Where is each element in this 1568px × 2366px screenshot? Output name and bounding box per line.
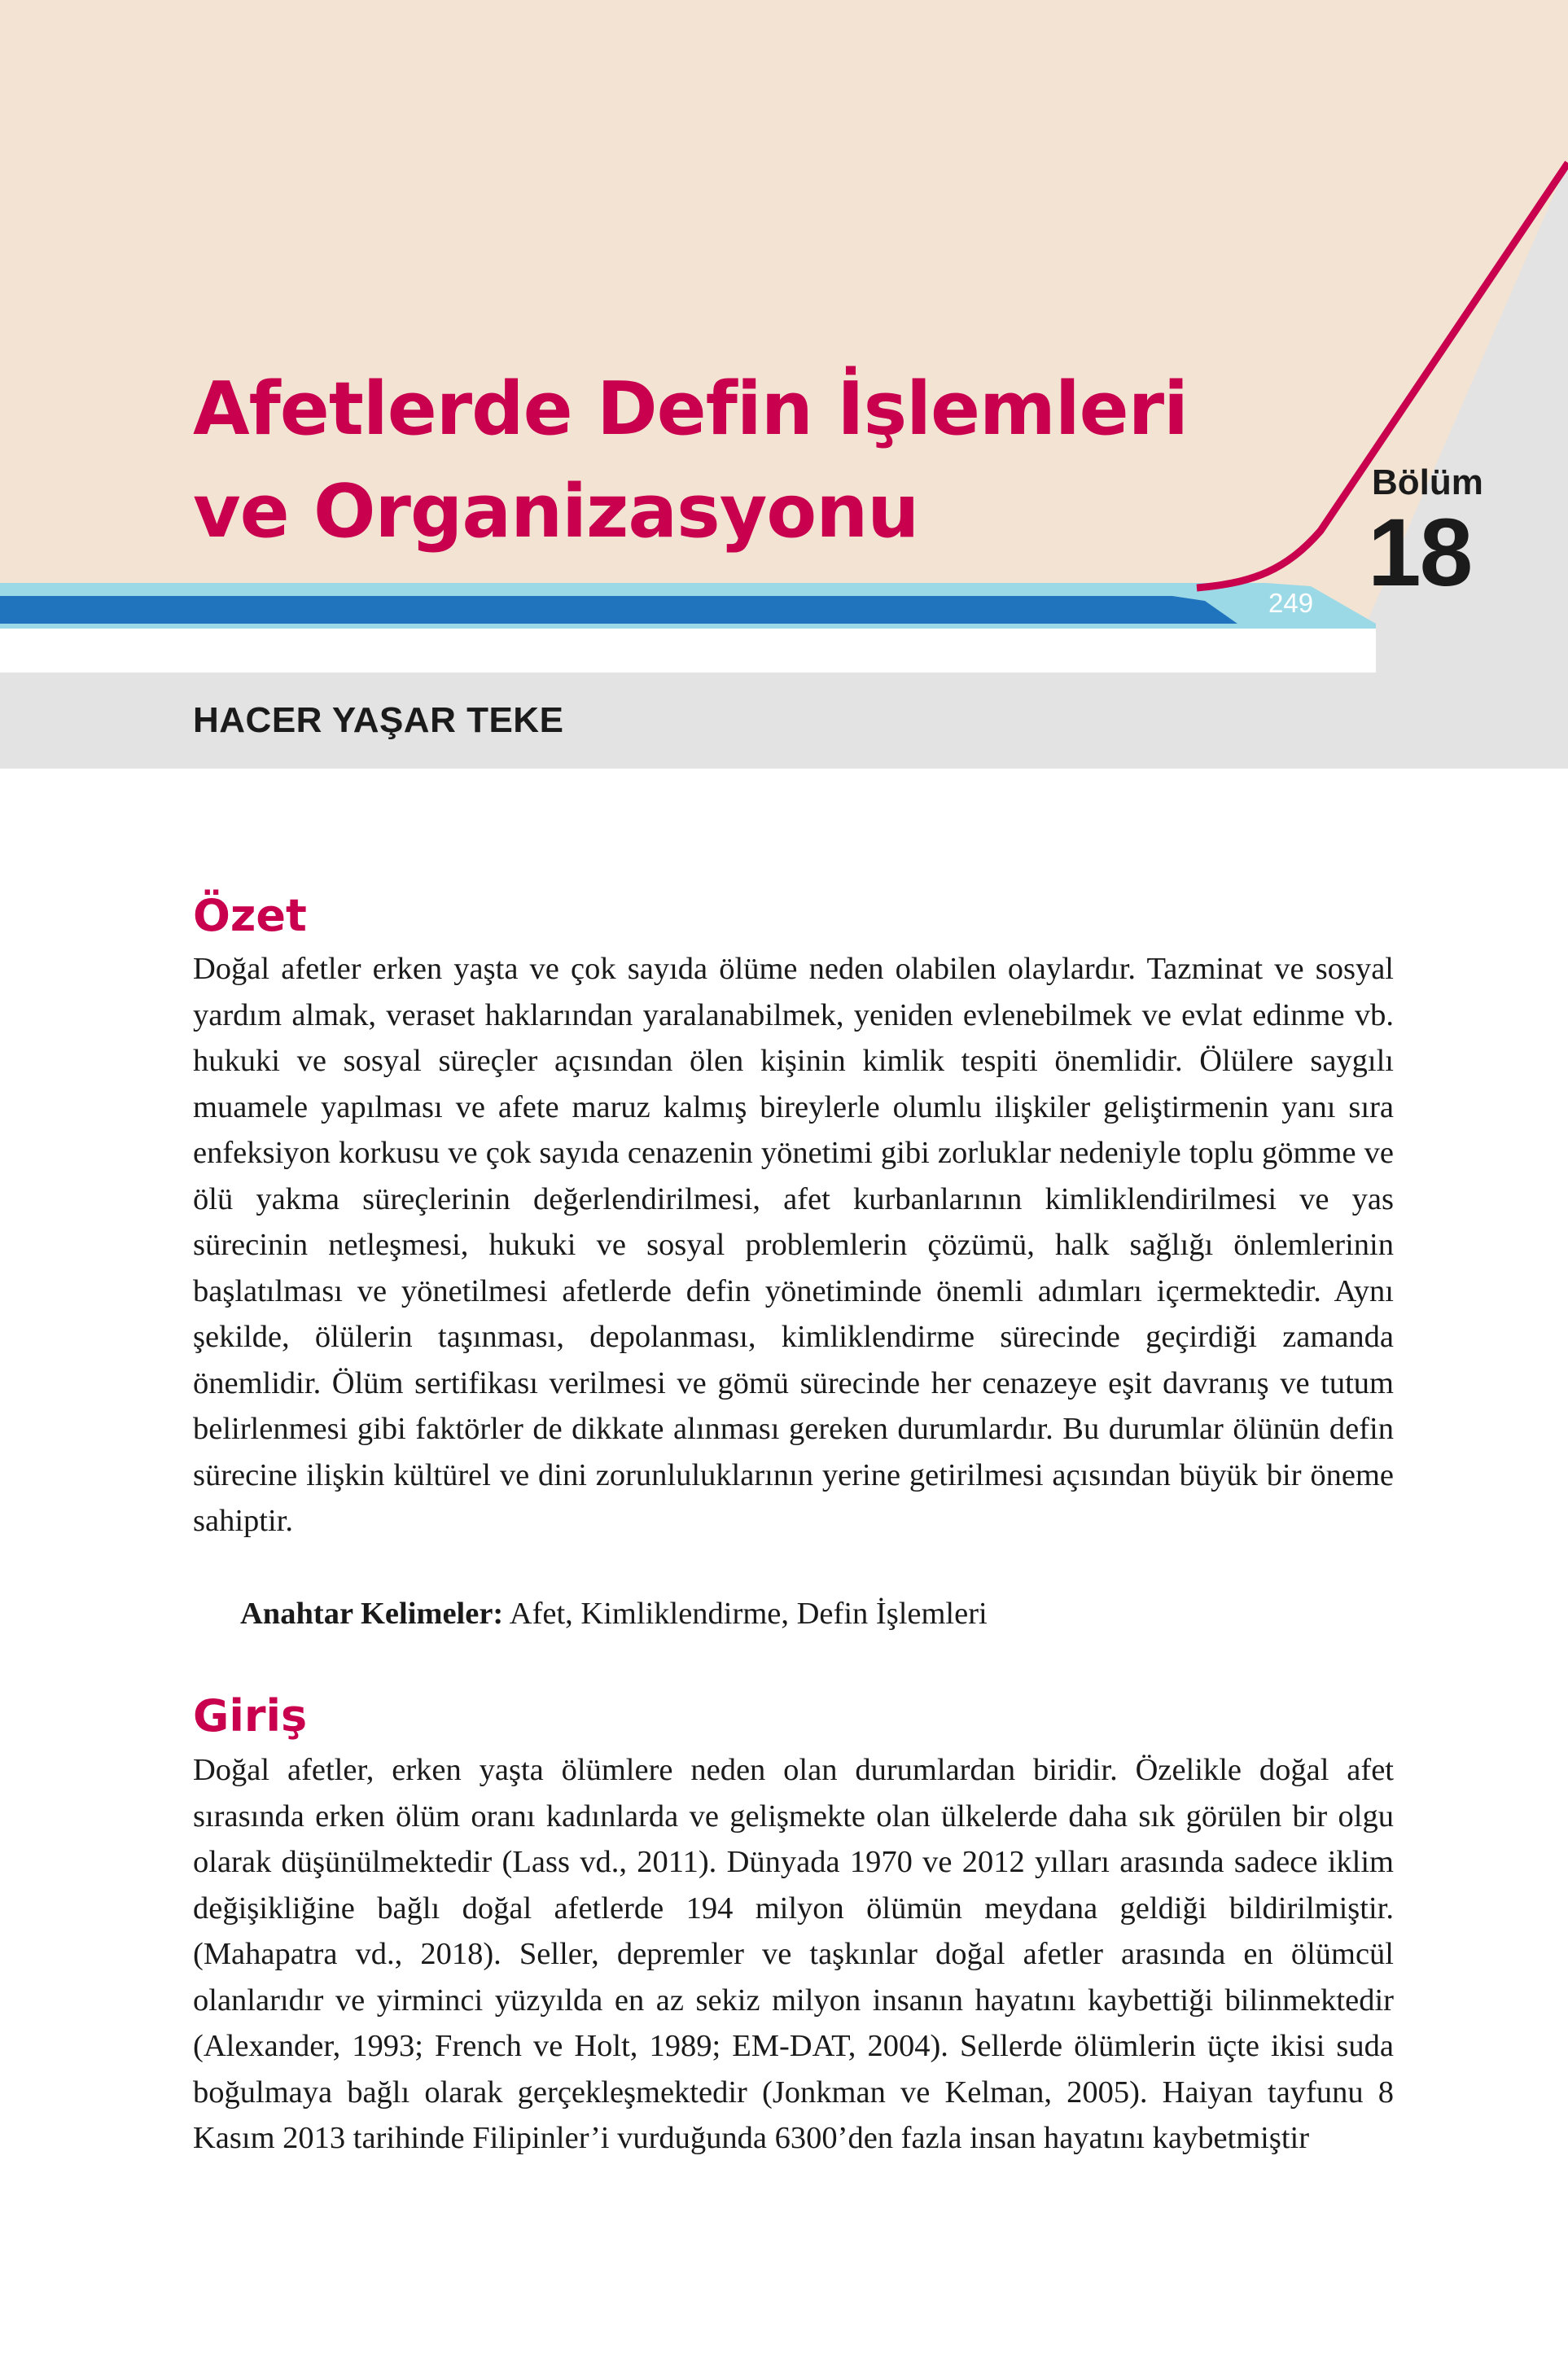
chapter-header [0, 0, 1568, 673]
header-decoration [0, 0, 1568, 673]
author-bar [0, 673, 1568, 769]
page-number: 249 [1268, 588, 1314, 618]
chapter-number: 18 [1368, 499, 1472, 607]
abstract-heading: Özet [193, 890, 307, 941]
keywords-line [240, 1591, 1396, 1636]
author-name: HACER YAŞAR TEKE [193, 700, 564, 740]
chapter-label: Bölüm [1372, 462, 1483, 502]
introduction-heading: Giriş [193, 1690, 308, 1742]
keywords-value: Afet, Kimliklendirme, Defin İşlemleri [509, 1597, 988, 1631]
keywords-label: Anahtar Kelimeler: [240, 1597, 504, 1631]
chapter-title: Afetlerde Defin İşlemleri ve Organizasyonu [193, 366, 1188, 554]
introduction-text: Doğal afetler, erken yaşta ölümlere neden olan durumlardan biridir. Özelikle doğal afet sırasında erken ölüm oranı kadınlarda ve gelişmekte olan ülkelerde daha sık görülen bir olgu olarak düşünülmektedir (Lass vd., 2011). Dünyada 1970 ve 2012 yılları arasında sadece iklim değişikliğine bağlı doğal afetlerde 194 milyon ölümün meydana geldiği bildirilmiştir. (Mahapatra vd., 2018). Seller, depremler ve taşkınlar doğal afetler arasında en ölümcül olanlarıdır ve yirminci yüzyılda en az sekiz milyon insanın hayatını kaybettiği bilinmektedir (Alexander, 1993; French ve Holt, 1989; EM-DAT, 2004). Sellerde ölümlerin üçte ikisi suda boğulmaya bağlı olarak gerçekleşmektedir (Jonkman ve Kelman, 2005). Haiyan tayfunu 8 Kasım 2013 tarihinde Filipinler’i vurduğunda 6300’den fazla insan hayatını kaybetmiştir [193, 1753, 1394, 2155]
abstract-text: Doğal afetler erken yaşta ve çok sayıda ölüme neden olabilen olaylardır. Tazminat ve sosyal yardım almak, veraset haklarından yaralanabilmek, yeniden evlenebilmek ve evlat edinme vb. hukuki ve sosyal süreçler açısından ölen kişinin kimlik tespiti önemlidir. Ölülere saygılı muamele yapılması ve afete maruz kalmış bireylerle olumlu ilişkiler geliştirmenin yanı sıra enfeksiyon korkusu ve çok sayıda cenazenin yönetimi gibi zorluklar nedeniyle toplu gömme ve ölü yakma süreçlerinin değerlendirilmesi, afet kurbanlarının kimliklendirilmesi ve yas sürecinin netleşmesi, hukuki ve sosyal problemlerin çözümü, halk sağlığı önlemlerinin başlatılması ve yönetilmesi afetlerde defin yönetiminde önemli adımları içermektedir. Aynı şekilde, ölülerin taşınması, depolanması, kimliklendirme sürecinde geçirdiği zamanda önemlidir. Ölüm sertifikası verilmesi ve gömü sürecinde her cenazeye eşit davranış ve tutum belirlenmesi gibi faktörler de dikkate alınması gereken durumlardır. Bu durumlar ölünün defin sürecine ilişkin kültürel ve dini zorunluluklarının yerine getirilmesi açısından büyük bir öneme sahiptir. [193, 952, 1394, 1538]
